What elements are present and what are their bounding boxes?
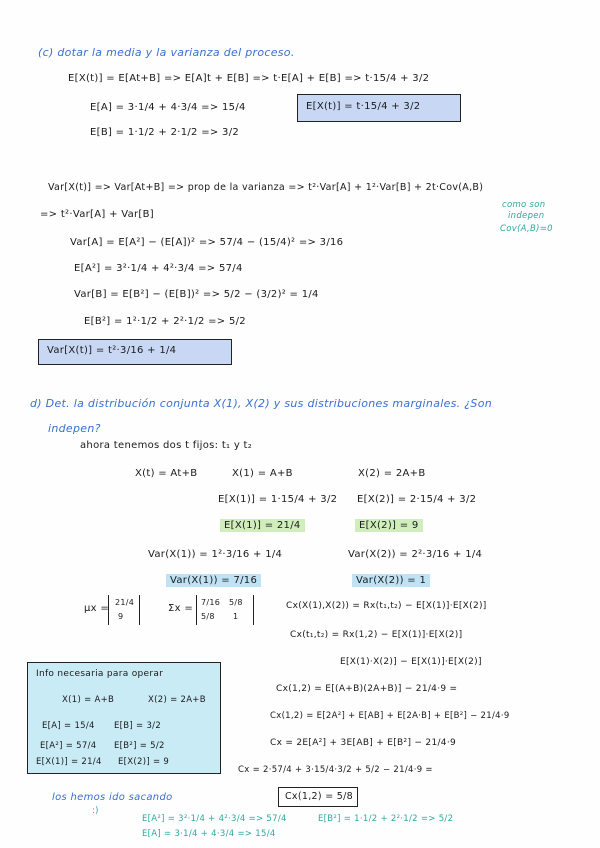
result-mean-text: E[X(t)] = t·15/4 + 3/2 [306, 101, 421, 112]
mean-vector-entry: 21/4 [115, 598, 135, 607]
cov-matrix-entry: 1 [233, 612, 239, 621]
expectation-derivation: E[X(t)] = E[At+B] => E[A]t + E[B] => t·E[A] + E[B] => t·15/4 + 3/2 [68, 73, 430, 84]
info-item: X(2) = 2A+B [148, 695, 206, 705]
fixed-times-note: ahora tenemos dos t fijos: t₁ y t₂ [80, 440, 253, 451]
info-box [27, 662, 221, 774]
result-variance-text: Var[X(t)] = t²·3/16 + 1/4 [47, 345, 177, 356]
info-item: E[B] = 3/2 [114, 721, 162, 731]
mean-vector [108, 595, 140, 625]
footer-e-a-squared: E[A²] = 3²·1/4 + 4²·3/4 => 57/4 [142, 814, 287, 824]
side-note-2: indepen [508, 211, 545, 221]
info-item: E[X(2)] = 9 [118, 757, 170, 767]
cov-matrix [196, 595, 254, 625]
var-x1-result: Var(X(1)) = 7/16 [166, 574, 261, 587]
info-item: E[A] = 15/4 [42, 721, 95, 731]
variance-simplified: => t²·Var[A] + Var[B] [40, 209, 154, 220]
side-note-3: Cov(A,B)=0 [500, 224, 553, 234]
var-x2-result: Var(X(2)) = 1 [352, 574, 430, 587]
footer-note: los hemos ido sacando [52, 792, 173, 803]
expectation-a: E[A] = 3·1/4 + 4·3/4 => 15/4 [90, 102, 246, 113]
x2-def: X(2) = 2A+B [358, 468, 426, 479]
info-item: E[A²] = 57/4 [40, 741, 97, 751]
info-item: E[B²] = 5/2 [114, 741, 165, 751]
footer-e-b-squared: E[B²] = 1·1/2 + 2²·1/2 => 5/2 [318, 814, 454, 824]
cov-formula-5: Cx(1,2) = E[2A²] + E[AB] + E[2A·B] + E[B²] − 21/4·9 [270, 711, 510, 721]
mean-vector-entry: 9 [118, 612, 124, 621]
footer-e-a: E[A] = 3·1/4 + 4·3/4 => 15/4 [142, 829, 276, 839]
variance-a: Var[A] = E[A²] − (E[A])² => 57/4 − (15/4)² => 3/16 [70, 237, 344, 248]
cov-formula-4: Cx(1,2) = E[(A+B)(2A+B)] − 21/4·9 = [276, 684, 458, 694]
cov-matrix-entry: 5/8 [201, 612, 215, 621]
e-x1-result: E[X(1)] = 21/4 [220, 519, 305, 532]
e-x2-result: E[X(2)] = 9 [355, 519, 423, 532]
expectation-b-squared: E[B²] = 1²·1/2 + 2²·1/2 => 5/2 [84, 316, 246, 327]
cov-formula-7: Cx = 2·57/4 + 3·15/4·3/2 + 5/2 − 21/4·9 = [238, 765, 433, 775]
result-box-cov [278, 787, 358, 807]
cov-formula-3: E[X(1)·X(2)] − E[X(1)]·E[X(2)] [340, 657, 482, 667]
var-x2-calc: Var(X(2)) = 2²·3/16 + 1/4 [348, 549, 483, 560]
expectation-a-squared: E[A²] = 3²·1/4 + 4²·3/4 => 57/4 [74, 263, 243, 274]
section-d-title: d) Det. la distribución conjunta X(1), X(2) y sus distribuciones marginales. ¿Son [30, 397, 493, 410]
footer-smiley: :) [92, 806, 99, 816]
result-box-mean [297, 94, 461, 122]
cov-formula-2: Cx(t₁,t₂) = Rx(1,2) − E[X(1)]·E[X(2)] [290, 630, 463, 640]
section-c-title: (c) dotar la media y la varianza del proceso. [38, 46, 295, 59]
cov-matrix-label: Σx = [168, 603, 193, 614]
e-x1-calc: E[X(1)] = 1·15/4 + 3/2 [218, 494, 338, 505]
cov-formula-6: Cx = 2E[A²] + 3E[AB] + E[B²] − 21/4·9 [270, 738, 457, 748]
cov-formula-1: Cx(X(1),X(2)) = Rx(t₁,t₂) − E[X(1)]·E[X(2)] [286, 601, 487, 611]
info-item: E[X(1)] = 21/4 [36, 757, 102, 767]
section-d-title-cont: indepen? [48, 422, 101, 435]
e-x2-calc: E[X(2)] = 2·15/4 + 3/2 [357, 494, 477, 505]
expectation-b: E[B] = 1·1/2 + 2·1/2 => 3/2 [90, 127, 240, 138]
result-cov-text: Cx(1,2) = 5/8 [285, 791, 353, 802]
x1-def: X(1) = A+B [232, 468, 293, 479]
variance-b: Var[B] = E[B²] − (E[B])² => 5/2 − (3/2)² = 1/4 [74, 289, 319, 300]
side-note-1: como son [502, 200, 546, 210]
info-item: X(1) = A+B [62, 695, 115, 705]
process-def: X(t) = At+B [135, 468, 198, 479]
result-box-variance [38, 339, 232, 365]
mean-vector-label: μx = [84, 603, 110, 614]
variance-derivation: Var[X(t)] => Var[At+B] => prop de la varianza => t²·Var[A] + 1²·Var[B] + 2t·Cov(A,B) [48, 182, 484, 193]
info-box-title: Info necesaria para operar [36, 669, 164, 679]
cov-matrix-entry: 7/16 [201, 598, 221, 607]
cov-matrix-entry: 5/8 [229, 598, 243, 607]
var-x1-calc: Var(X(1)) = 1²·3/16 + 1/4 [148, 549, 283, 560]
